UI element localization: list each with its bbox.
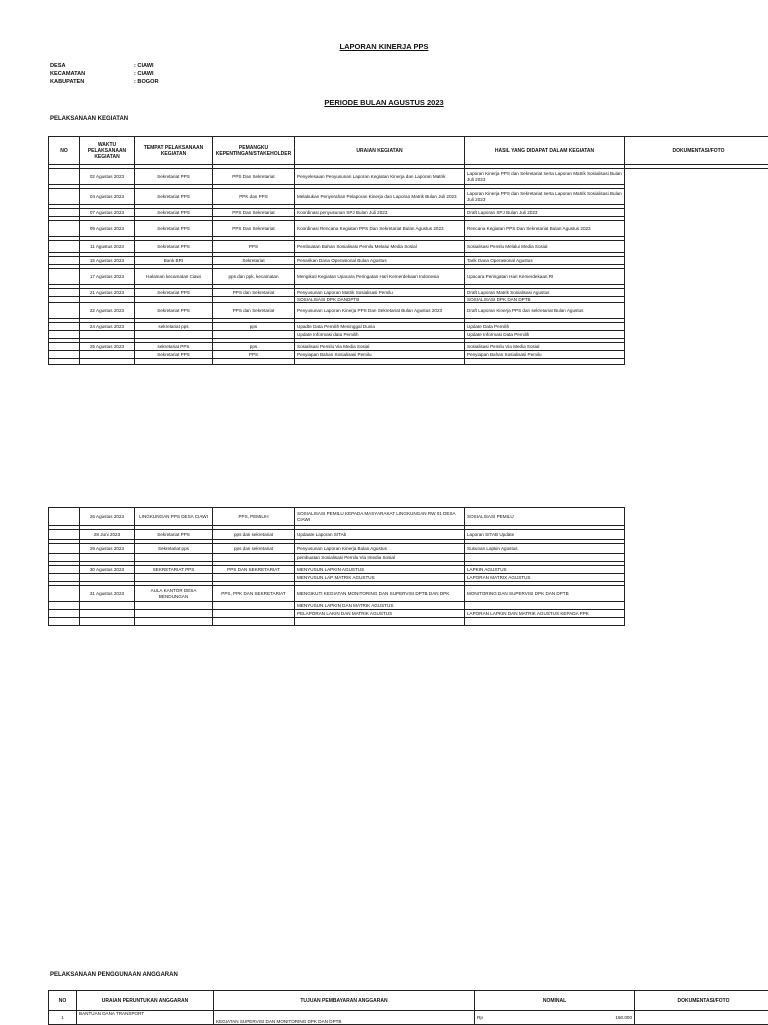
cell-hasil bbox=[465, 602, 625, 610]
cell-uraian: PELAPORAN LAKIN DAN MATRIK AGUSTUS bbox=[295, 610, 465, 618]
cell-tempat bbox=[135, 574, 213, 582]
table-row bbox=[49, 209, 768, 217]
cell-waktu bbox=[80, 331, 135, 339]
cell-pemangku: pps dan sekretariat bbox=[213, 544, 295, 554]
cell-pemangku: Sekretariat bbox=[213, 257, 295, 265]
cell-hasil: Update Data Pemilih bbox=[465, 323, 625, 331]
documentation-photo bbox=[625, 221, 768, 253]
budget-no: 1 bbox=[49, 1011, 77, 1025]
cell-uraian bbox=[295, 618, 465, 626]
cell-uraian bbox=[295, 359, 465, 365]
table-row bbox=[49, 343, 768, 351]
cell-no bbox=[49, 303, 80, 319]
cell-uraian: MENYUSUN LAPKIN AGUSTUS bbox=[295, 566, 465, 574]
budget-row bbox=[49, 1011, 768, 1025]
cell-pemangku bbox=[213, 331, 295, 339]
table-row bbox=[49, 508, 768, 526]
cell-no bbox=[49, 189, 80, 205]
cell-tempat bbox=[135, 618, 213, 626]
cell-tempat: sekretariat PPS bbox=[135, 343, 213, 351]
cell-uraian: Penyusunan Laporan Kinerja Bulan Agustus bbox=[295, 544, 465, 554]
col-tempat: TEMPAT PELAKSANAAN KEGIATAN bbox=[135, 137, 213, 165]
cell-uraian: SOSIALISASI PEMILU KEPADA MASYARAKAT LINGKUNGAN RW 01 DESA CIAWI bbox=[295, 508, 465, 526]
cell-pemangku: pps dan ppk, kecamatan bbox=[213, 269, 295, 285]
cell-tempat: Sekretariat PPS bbox=[135, 209, 213, 217]
cell-uraian: MENYUSUN LAP MATRIK AGUSTUS bbox=[295, 574, 465, 582]
documentation-photo bbox=[625, 574, 768, 602]
cell-pemangku bbox=[213, 610, 295, 618]
cell-uraian: Penyiapan Bahan Sosialisasi Pemilu bbox=[295, 351, 465, 359]
cell-waktu bbox=[80, 618, 135, 626]
cell-tempat: SEKRETARIAT PPS bbox=[135, 566, 213, 574]
col-no: NO bbox=[49, 137, 80, 165]
cell-tempat: Sekretariat PPS bbox=[135, 351, 213, 359]
budget-tujuan: KEGIATAN SUPERVISI DAN MONITORING DPK DAN DPTB bbox=[214, 1011, 475, 1025]
cell-uraian: Penarikan Dana Operasional Bulan Agustus bbox=[295, 257, 465, 265]
cell-no bbox=[49, 209, 80, 217]
cell-waktu: 25 Agustus 2023 bbox=[80, 343, 135, 351]
cell-tempat: Sekretariat PPS bbox=[135, 221, 213, 237]
activity-table bbox=[48, 136, 768, 365]
cell-uraian: SOSIALISASI DPK DANDPTB bbox=[295, 297, 465, 303]
cell-hasil: Penyiapan Bahan Sosialisasi Pemilu bbox=[465, 351, 625, 359]
cell-waktu: 07 Agustus 2023 bbox=[80, 209, 135, 217]
cell-hasil: Laporan SITAB Update bbox=[465, 530, 625, 540]
cell-waktu bbox=[80, 351, 135, 359]
cell-waktu: 11 Agustus 2023 bbox=[80, 241, 135, 253]
budget-col-nominal: NOMINAL bbox=[475, 991, 635, 1011]
cell-hasil: LAPORAN LAPKIN DAN MATRIK AGUSTUS KEPADA PPK bbox=[465, 610, 625, 618]
cell-pemangku: pps bbox=[213, 343, 295, 351]
kabupaten-label: KABUPATEN bbox=[50, 78, 134, 86]
cell-tempat: Sekretariat PPS bbox=[135, 530, 213, 540]
desa-value: : CIAWI bbox=[134, 63, 154, 69]
cell-no bbox=[49, 530, 80, 540]
cell-waktu: 30 Agustus 2023 bbox=[80, 566, 135, 574]
cell-hasil: Rencana Kegiatan PPS Dan Sekretariat Bulan Agustus 2023 bbox=[465, 221, 625, 237]
cell-uraian: Updaate Laporan SITAb bbox=[295, 530, 465, 540]
budget-amount: 150.000 bbox=[615, 1015, 632, 1020]
documentation-photo bbox=[625, 269, 768, 297]
cell-waktu: 04 Agustus 2023 bbox=[80, 189, 135, 205]
cell-pemangku: PPS, PEMILIH bbox=[213, 508, 295, 526]
cell-hasil: Draft Laporan Matrik Sosialisasi Agustus bbox=[465, 289, 625, 297]
cell-tempat: Halaman kecamatan Ciawi bbox=[135, 269, 213, 285]
documentation-photo bbox=[625, 343, 768, 365]
cell-no bbox=[49, 610, 80, 618]
cell-uraian: MENYUSUN LAPKIN DAN MATRIK AGUSTUS bbox=[295, 602, 465, 610]
cell-hasil: Laporan Kinerja PPS dan Sekretariat serta Laporan Matrik Sosialisasi Bulan Juli 2023 bbox=[465, 169, 625, 185]
cell-hasil: SOSIALISASI DPK DAN DPTB bbox=[465, 297, 625, 303]
cell-hasil bbox=[465, 554, 625, 562]
cell-hasil: Susunan Lapkin Agustus bbox=[465, 544, 625, 554]
kecamatan-label: KECAMATAN bbox=[50, 70, 134, 78]
documentation-photo bbox=[625, 297, 768, 323]
cell-pemangku: PPS, PPK DAN SEKRETARIAT bbox=[213, 586, 295, 602]
kegiatan-section-title: PELAKSANAAN KEGIATAN bbox=[50, 116, 128, 122]
period-title: PERIODE BULAN AGUSTUS 2023 bbox=[0, 98, 768, 107]
cell-waktu: 31 Agustus 2023 bbox=[80, 586, 135, 602]
cell-tempat: Sekretariat PPS bbox=[135, 241, 213, 253]
cell-pemangku bbox=[213, 602, 295, 610]
cell-hasil bbox=[465, 359, 625, 365]
cell-no bbox=[49, 602, 80, 610]
cell-hasil: Draft Laporan SPJ Bulan Juli 2023 bbox=[465, 209, 625, 217]
cell-uraian: Penyusunan Laporan Matrik Sosialisasi Pemilu bbox=[295, 289, 465, 297]
documentation-photo bbox=[625, 602, 768, 626]
cell-uraian: Update Informasi data Pemilih bbox=[295, 331, 465, 339]
cell-hasil: LAPORAN MATRIX AGUSTUS bbox=[465, 574, 625, 582]
cell-waktu: 22 Agustus 2023 bbox=[80, 303, 135, 319]
documentation-photo bbox=[625, 508, 768, 530]
cell-pemangku: PPS Dan Sekretariat bbox=[213, 221, 295, 237]
cell-tempat bbox=[135, 602, 213, 610]
cell-tempat bbox=[135, 554, 213, 562]
kecamatan-value: : CIAWI bbox=[134, 71, 154, 77]
cell-pemangku: PPS Dan Sekretariat bbox=[213, 169, 295, 185]
cell-uraian: Koordinasi penyusunan SPJ Bulan Juli 2023 bbox=[295, 209, 465, 217]
table-row bbox=[49, 189, 768, 205]
activity-table-continued bbox=[48, 507, 768, 626]
cell-no bbox=[49, 257, 80, 265]
cell-tempat: Sekretariat PPS bbox=[135, 303, 213, 319]
cell-no bbox=[49, 289, 80, 297]
col-uraian: URAIAN KEGIATAN bbox=[295, 137, 465, 165]
table-row bbox=[49, 574, 768, 582]
activity-table-header bbox=[49, 137, 768, 165]
cell-pemangku: PPS bbox=[213, 241, 295, 253]
cell-pemangku bbox=[213, 618, 295, 626]
cell-pemangku: PPK dan PPS bbox=[213, 189, 295, 205]
cell-waktu: 26 Agustus 2023 bbox=[80, 508, 135, 526]
cell-waktu bbox=[80, 602, 135, 610]
cell-waktu: 17 Agustus 2023 bbox=[80, 269, 135, 285]
cell-hasil: Laporan Kinerja PPS dan Sekretariat serta Laporan Matrik Sosialisasi Bulan Juli 2023 bbox=[465, 189, 625, 205]
cell-hasil: MONITORING DAN SUPERVISI DPK DAN DPTB bbox=[465, 586, 625, 602]
cell-pemangku bbox=[213, 359, 295, 365]
table-row bbox=[49, 323, 768, 331]
cell-uraian: Melakukan Penyerahan Pelaporan Kinerja dan Laporan Matrik Bulan Juli 2023 bbox=[295, 189, 465, 205]
cell-tempat: sekretariat pps bbox=[135, 323, 213, 331]
cell-no bbox=[49, 618, 80, 626]
cell-waktu: 15 Agustus 2023 bbox=[80, 257, 135, 265]
col-pemangku: PEMANGKU KEPENTINGAN/STAKEHOLDER bbox=[213, 137, 295, 165]
cell-hasil: Upacara Peringatan Hari Kemerdekaan RI bbox=[465, 269, 625, 285]
col-waktu: WAKTU PELAKSANAAN KEGIATAN bbox=[80, 137, 135, 165]
cell-no bbox=[49, 323, 80, 331]
cell-hasil: SOSIALISASI PEMILU bbox=[465, 508, 625, 526]
cell-no bbox=[49, 241, 80, 253]
report-title: LAPORAN KINERJA PPS bbox=[0, 42, 768, 51]
cell-waktu: 09 Agustus 2023 bbox=[80, 221, 135, 237]
cell-uraian: Sosialisasi Pemilu Via Media Sosial bbox=[295, 343, 465, 351]
cell-no bbox=[49, 343, 80, 351]
table-row bbox=[49, 602, 768, 610]
budget-uraian: BANTUAN DANA TRANSPORT bbox=[77, 1011, 214, 1025]
documentation-photo bbox=[625, 169, 768, 189]
cell-no bbox=[49, 269, 80, 285]
cell-waktu bbox=[80, 610, 135, 618]
cell-no bbox=[49, 221, 80, 237]
col-dokumentasi: DOKUMENTASI/FOTO bbox=[625, 137, 768, 165]
table-row bbox=[49, 554, 768, 562]
cell-hasil: Sosialisasi Pemilu Melalui Media Sosial bbox=[465, 241, 625, 253]
cell-no bbox=[49, 554, 80, 562]
cell-waktu: 28 Juni 2023 bbox=[80, 530, 135, 540]
cell-pemangku: pps bbox=[213, 323, 295, 331]
documentation-photo bbox=[625, 323, 768, 343]
table-row bbox=[49, 269, 768, 285]
cell-no bbox=[49, 169, 80, 185]
desa-label: DESA bbox=[50, 62, 134, 70]
cell-pemangku bbox=[213, 574, 295, 582]
table-row bbox=[49, 169, 768, 185]
cell-pemangku: pps dan sekretariat bbox=[213, 530, 295, 540]
cell-uraian: Pembuatan Bahan Sosialisasi Pemilu Melalui Media Sosial bbox=[295, 241, 465, 253]
cell-uraian: Koordinasi Rencana Kegiatan PPS Dan Sekretariat Bulan Agustus 2023 bbox=[295, 221, 465, 237]
cell-uraian: pembuatan Sosialisasi Pemilu Via Imedia Sosial bbox=[295, 554, 465, 562]
cell-waktu: 21 Agustus 2023 bbox=[80, 289, 135, 297]
cell-hasil: Sosialisasi Pemilu Via Media Sosial bbox=[465, 343, 625, 351]
cell-pemangku: PPS bbox=[213, 351, 295, 359]
cell-uraian: MENGIKUTI KEGIATAN MONITORING DAN SUPERVISI DPTB DAN DPK bbox=[295, 586, 465, 602]
cell-uraian: Penyusunan Laporan Kinerja PPS Dan Sekretariat Bulan Agustus 2023 bbox=[295, 303, 465, 319]
cell-no bbox=[49, 586, 80, 602]
cell-no bbox=[49, 544, 80, 554]
cell-no bbox=[49, 359, 80, 365]
budget-photo-cell bbox=[635, 1011, 768, 1025]
budget-col-uraian: URAIAN PERUNTUKAN ANGGARAN bbox=[77, 991, 214, 1011]
cell-tempat: Bank BRI bbox=[135, 257, 213, 265]
cell-uraian: Penyelesaian Penyusunan Laporan Kegiatan Kinerja dan Laporan Matrik bbox=[295, 169, 465, 185]
cell-hasil bbox=[465, 618, 625, 626]
cell-pemangku: PPS DAN SEKRETARIAT bbox=[213, 566, 295, 574]
cell-tempat: Sekretariat PPS bbox=[135, 169, 213, 185]
cell-no bbox=[49, 566, 80, 574]
meta-block bbox=[50, 62, 159, 86]
budget-currency: Rp bbox=[477, 1015, 483, 1020]
table-row bbox=[49, 221, 768, 237]
budget-nominal bbox=[475, 1011, 635, 1025]
cell-tempat: Sekretariat PPS bbox=[135, 189, 213, 205]
documentation-photo bbox=[625, 253, 768, 269]
documentation-photo bbox=[625, 554, 768, 574]
cell-waktu bbox=[80, 574, 135, 582]
documentation-photo bbox=[625, 189, 768, 209]
table-row bbox=[49, 530, 768, 540]
cell-pemangku bbox=[213, 554, 295, 562]
cell-waktu: 02 Agustus 2023 bbox=[80, 169, 135, 185]
cell-waktu: 24 Agustus 2023 bbox=[80, 323, 135, 331]
cell-pemangku: PPS dan Sekretariat bbox=[213, 289, 295, 297]
documentation-photo bbox=[625, 209, 768, 221]
cell-uraian: Mengikuti Kegiatan Upacara Peringatan Hari Kemerdekaan Indonesia bbox=[295, 269, 465, 285]
budget-table-header bbox=[49, 991, 768, 1011]
cell-tempat: Sekretariat pps bbox=[135, 544, 213, 554]
anggaran-section-title: PELAKSANAAN PENGGUNAAN ANGGARAN bbox=[50, 972, 178, 978]
cell-no bbox=[49, 331, 80, 339]
cell-pemangku: PPS dan Sekretariat bbox=[213, 303, 295, 319]
cell-tempat: AULA KANTOR DESA BENDUNGAN bbox=[135, 586, 213, 602]
cell-no bbox=[49, 508, 80, 526]
budget-col-no: NO bbox=[49, 991, 77, 1011]
kabupaten-value: : BOGOR bbox=[134, 79, 159, 85]
cell-waktu bbox=[80, 554, 135, 562]
budget-table bbox=[48, 990, 768, 1025]
cell-hasil: LAPKIN AGUSTUS bbox=[465, 566, 625, 574]
cell-waktu: 29 Agustus 2023 bbox=[80, 544, 135, 554]
cell-no bbox=[49, 351, 80, 359]
cell-tempat bbox=[135, 331, 213, 339]
documentation-photo bbox=[625, 530, 768, 554]
cell-pemangku: PPS Dan Sekretariat bbox=[213, 209, 295, 217]
col-hasil: HASIL YANG DIDAPAT DALAM KEGIATAN bbox=[465, 137, 625, 165]
cell-hasil: Tarik Dana Operasional Agustus bbox=[465, 257, 625, 265]
cell-tempat bbox=[135, 610, 213, 618]
cell-waktu bbox=[80, 359, 135, 365]
cell-no bbox=[49, 574, 80, 582]
budget-col-dokumentasi: DOKUMENTASI/FOTO bbox=[635, 991, 768, 1011]
cell-tempat bbox=[135, 359, 213, 365]
cell-hasil: Draft Laporan Kinerja PPS dan sekretariat Bulan Agustus bbox=[465, 303, 625, 319]
budget-col-tujuan: TUJUAN PEMBAYARAN ANGGARAN bbox=[214, 991, 475, 1011]
cell-tempat: Sekretariat PPS bbox=[135, 289, 213, 297]
cell-uraian: Upadte Data Pemilih Meninggal Dunia bbox=[295, 323, 465, 331]
cell-tempat: LINGKUNGAN PPS DESA CIAWI bbox=[135, 508, 213, 526]
cell-hasil: Update Informasi Data Pemilih bbox=[465, 331, 625, 339]
